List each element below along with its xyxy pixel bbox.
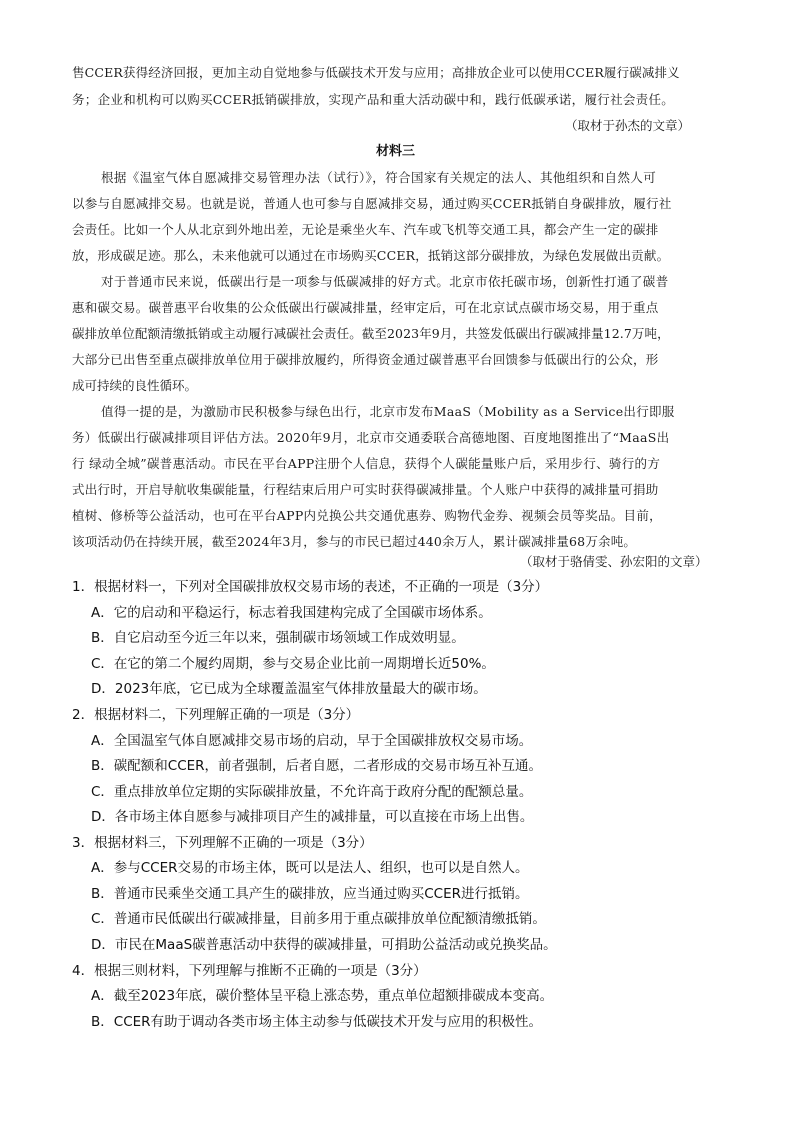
- question-option: A．参与CCER交易的市场主体，既可以是法人、组织，也可以是自然人。: [91, 860, 529, 876]
- material3-line: 务）低碳出行碳减排项目评估方法。2020年9月，北京市交通委联合高德地图、百度地图推出了“MaaS出: [72, 430, 670, 445]
- question-option: D．2023年底，它已成为全球覆盖温室气体排放量最大的碳市场。: [91, 681, 487, 697]
- question-option: B．碳配额和CCER，前者强制，后者自愿，二者形成的交易市场互补互通。: [91, 758, 543, 774]
- source-citation: （取材于骆倩雯、孙宏阳的文章）: [520, 554, 708, 569]
- question-stem: 3．根据材料三，下列理解不正确的一项是（3分）: [72, 835, 373, 851]
- question-option: A．它的启动和平稳运行，标志着我国建构完成了全国碳市场体系。: [91, 605, 492, 621]
- question-stem: 1．根据材料一，下列对全国碳排放权交易市场的表述，不正确的一项是（3分）: [72, 579, 549, 595]
- question-option: B．普通市民乘坐交通工具产生的碳排放，应当通过购买CCER进行抵销。: [91, 886, 529, 902]
- question-option: C．在它的第二个履约周期，参与交易企业比前一周期增长近50%。: [91, 656, 495, 672]
- question-stem: 4．根据三则材料，下列理解与推断不正确的一项是（3分）: [72, 963, 427, 979]
- material3-line: 放，形成碳足迹。那么，未来他就可以通过在市场购买CCER，抵销这部分碳排放，为绿色发展做出贡献。: [72, 248, 670, 263]
- material3-line: 以参与自愿减排交易。也就是说，普通人也可参与自愿减排交易，通过购买CCER抵销自身碳排放，履行社: [72, 196, 672, 211]
- question-option: A．截至2023年底，碳价整体呈平稳上涨态势，重点单位超额排碳成本变高。: [91, 988, 554, 1004]
- question-option: A．全国温室气体自愿减排交易市场的启动，早于全国碳排放权交易市场。: [91, 733, 533, 749]
- question-option: C．重点排放单位定期的实际碳排放量，不允许高于政府分配的配额总量。: [91, 784, 533, 800]
- material3-line: 根据《温室气体自愿减排交易管理办法（试行）》，符合国家有关规定的法人、其他组织和自然人可: [101, 170, 657, 185]
- material3-line: 值得一提的是，为激励市民积极参与绿色出行，北京市发布MaaS（Mobility as a Service出行即服: [101, 404, 675, 419]
- question-option: B．自它启动至今近三年以来，强制碳市场领域工作成效明显。: [91, 630, 465, 646]
- material2-line: 售CCER获得经济回报，更加主动自觉地参与低碳技术开发与应用；高排放企业可以使用CCER履行碳减排义: [72, 65, 680, 80]
- material3-line: 惠和碳交易。碳普惠平台收集的公众低碳出行碳减排量，经审定后，可在北京试点碳市场交易，用于重点: [72, 300, 659, 315]
- question-option: C．普通市民低碳出行碳减排量，目前多用于重点碳排放单位配额清缴抵销。: [91, 911, 546, 927]
- question-option: D．市民在MaaS碳普惠活动中获得的碳减排量，可捐助公益活动或兑换奖品。: [91, 937, 557, 953]
- material3-line: 式出行时，开启导航收集碳能量，行程结束后用户可实时获得碳减排量。个人账户中获得的减排量可捐助: [72, 482, 659, 497]
- material3-line: 大部分已出售至重点碳排放单位用于碳排放履约，所得资金通过碳普惠平台回馈参与低碳出行的公众，形: [72, 352, 659, 367]
- question-stem: 2．根据材料二，下列理解正确的一项是（3分）: [72, 707, 360, 723]
- material3-line: 行 绿动全城”碳普惠活动。市民在平台APP注册个人信息，获得个人碳能量账户后，采用步行、骑行的方: [72, 456, 661, 471]
- material3-line: 会责任。比如一个人从北京到外地出差，无论是乘坐火车、汽车或飞机等交通工具，都会产生一定的碳排: [72, 222, 659, 237]
- material3-line: 植树、修桥等公益活动，也可在平台APP内兑换公共交通优惠券、购物代金券、视频会员等奖品。目前，: [72, 508, 662, 523]
- material3-line: 该项活动仍在持续开展，截至2024年3月，参与的市民已超过440余万人，累计碳减排量68万余吨。: [72, 534, 637, 549]
- section-title: 材料三: [376, 144, 416, 159]
- source-citation: （取材于孙杰的文章）: [565, 118, 691, 133]
- material3-line: 碳排放单位配额清缴抵销或主动履行减碳社会责任。截至2023年9月，共签发低碳出行碳减排量12.7万吨，: [72, 326, 670, 341]
- material2-line: 务；企业和机构可以购买CCER抵销碳排放，实现产品和重大活动碳中和，践行低碳承诺，履行社会责任。: [72, 92, 675, 107]
- question-option: D．各市场主体自愿参与减排项目产生的减排量，可以直接在市场上出售。: [91, 809, 534, 825]
- question-option: B．CCER有助于调动各类市场主体主动参与低碳技术开发与应用的积极性。: [91, 1014, 543, 1030]
- material3-line: 对于普通市民来说，低碳出行是一项参与低碳减排的好方式。北京市依托碳市场，创新性打通了碳普: [101, 274, 669, 289]
- material3-line: 成可持续的良性循环。: [72, 378, 198, 393]
